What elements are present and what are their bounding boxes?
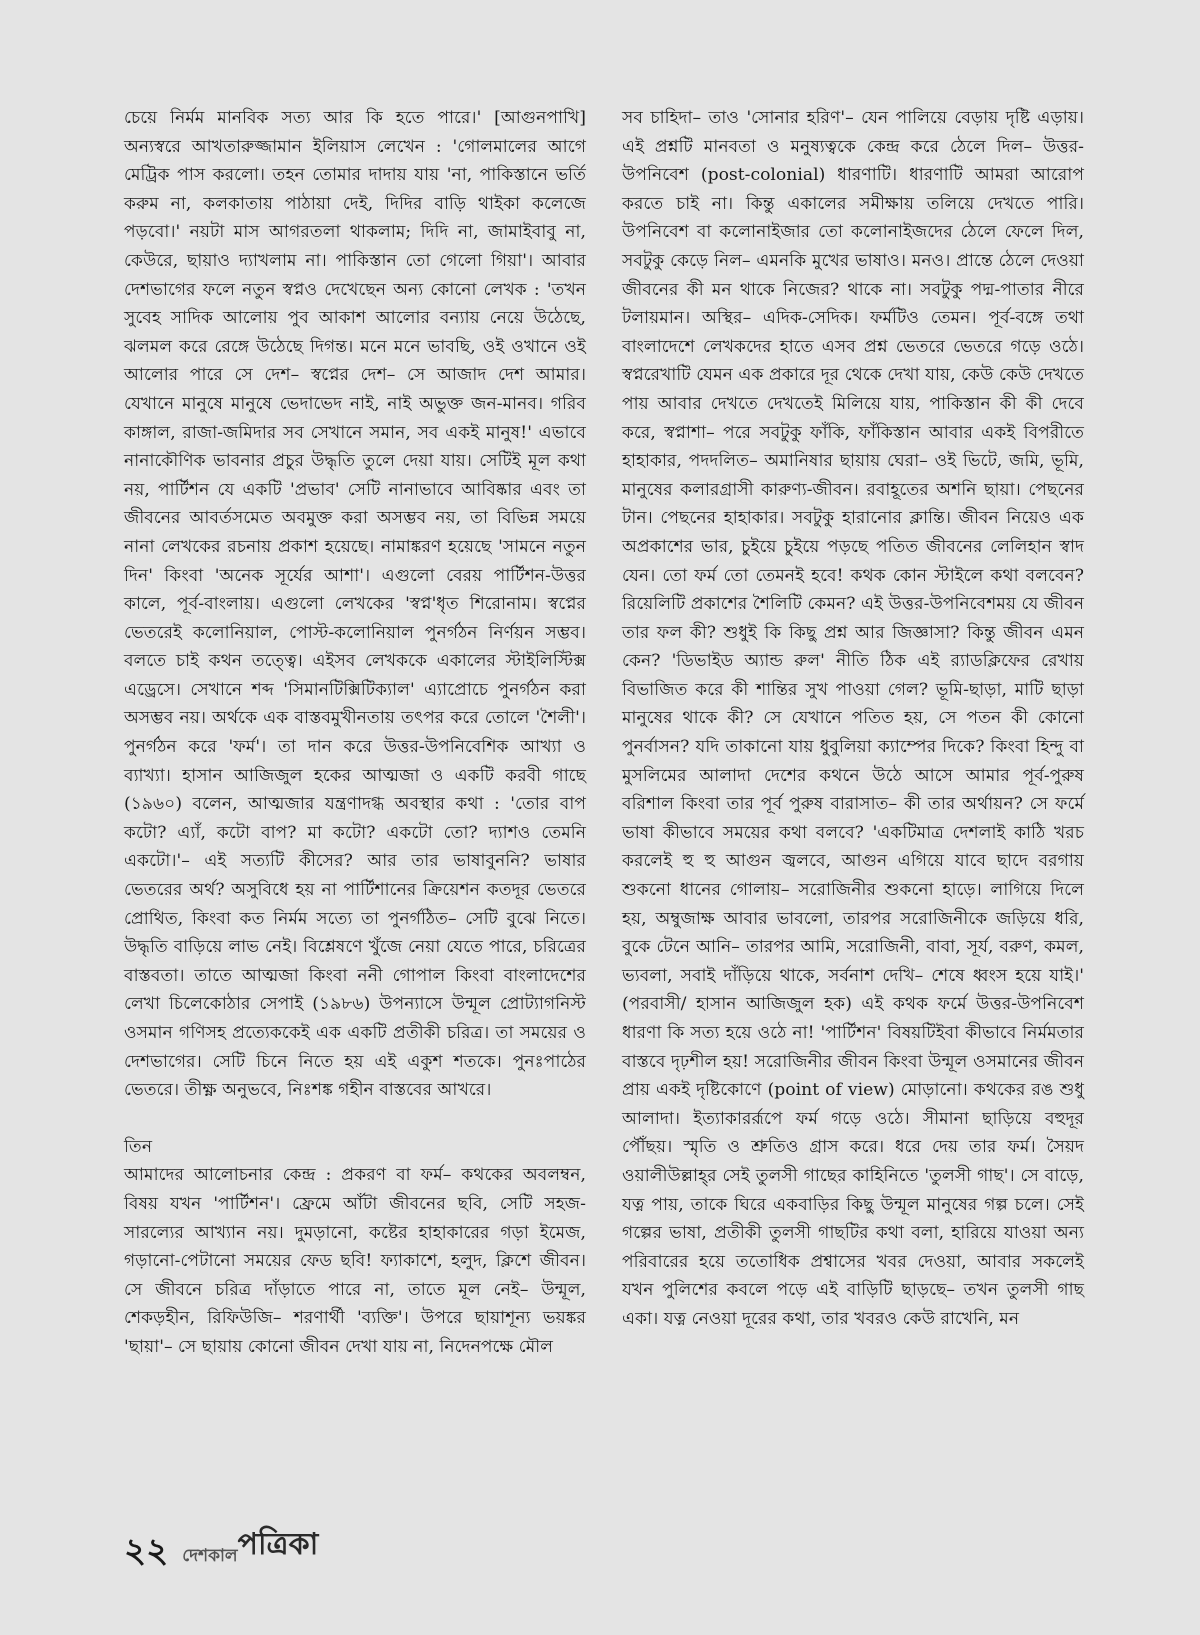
page-footer — [124, 1520, 318, 1571]
right-column — [622, 104, 1084, 1334]
body-paragraph: সব চাহিদা– তাও 'সোনার হরিণ'– যেন পালিয়ে বেড়ায় দৃষ্টি এড়ায়। এই প্রশ্নটি মানবতা ও মনুষ্যত্বকে কেন্দ্র করে ঠেলে দিল– উত্তর-উপনিবেশ (post-colonial) ধারণাটি। ধারণাটি আমরা আরোপ করতে চাই না। কিন্তু একালের সমীক্ষায় তলিয়ে দেখতে পারি। উপনিবেশ বা কলোনাইজার তো কলোনাইজদের ঠেলে ফেলে দিল, সবটুকু কেড়ে নিল– এমনকি মুখের ভাষাও। মনও। প্রান্তে ঠেলে দেওয়া জীবনের কী মন থাকে নিজের? থাকে না। সবটুকু পদ্ম-পাতার নীরে টলায়মান। অস্থির– এদিক-সেদিক। ফর্মটিও তেমন। পূর্ব-বঙ্গে তথা বাংলাদেশে লেখকদের হাতে এসব প্রশ্ন ভেতরে ভেতরে গড়ে ওঠে। স্বপ্নরেখাটি যেমন এক প্রকারে দূর থেকে দেখা যায়, কেউ কেউ দেখতে পায় আবার দেখতে দেখতেই মিলিয়ে যায়, পাকিস্তান কী কী দেবে করে, স্বপ্নাশা– পরে সবটুকু ফাঁকি, ফাঁকিস্তান আবার একই বিপরীতে হাহাকার, পদদলিত– অমানিষার ছায়ায় ঘেরা– ওই ভিটে, জমি, ভূমি, মানুষের কলারগ্রাসী কারুণ্য-জীবন। রবাহূতের অশনি ছায়া। পেছনের টান। পেছনের হাহাকার। সবটুকু হারানোর ক্লান্তি। জীবন নিয়েও এক অপ্রকাশের ভার, চুইয়ে চুইয়ে পড়ছে পতিত জীবনের লেলিহান স্বাদ যেন। তো ফর্ম তো তেমনই হবে! কথক কোন স্টাইলে কথা বলবেন? রিয়েলিটি প্রকাশের শৈলিটি কেমন? এই উত্তর-উপনিবেশময় যে জীবন তার ফল কী? শুধুই কি কিছু প্রশ্ন আর জিজ্ঞাসা? কিন্তু জীবন এমন কেন? 'ডিভাইড অ্যান্ড রুল' নীতি ঠিক এই র‍্যাডক্লিফের রেখায় বিভাজিত করে কী শান্তির সুখ পাওয়া গেল? ভূমি-ছাড়া, মাটি ছাড়া মানুষের থাকে কী? সে যেখানে পতিত হয়, সে পতন কী কোনো পুনর্বাসন? যদি তাকানো যায় ধুবুলিয়া ক্যাম্পের দিকে? কিংবা হিন্দু বা মুসলিমের আলাদা দেশের কথনে উঠে আসে আমার পূর্ব-পুরুষ বরিশাল কিংবা তার পূর্ব পুরুষ বারাসাত– কী তার অর্থায়ন? সে ফর্মে ভাষা কীভাবে সময়ের কথা বলবে? 'একটিমাত্র দেশলাই কাঠি খরচ করলেই হু হু আগুন জ্বলবে, আগুন এগিয়ে যাবে ছাদে বরগায় শুকনো ধানের গোলায়– সরোজিনীর শুকনো হাড়ে। লাগিয়ে দিলে হয়, অম্বুজাক্ষ আবার ভাবলো, তারপর সরোজিনীকে জড়িয়ে ধরি, বুকে টেনে আনি– তারপর আমি, সরোজিনী, বাবা, সূর্য, বরুণ, কমল, ভ্যবলা, সবাই দাঁড়িয়ে থাকে, সর্বনাশ দেখি– শেষে ধ্বংস হয়ে যাই।' (পরবাসী/ হাসান আজিজুল হক) এই কথক ফর্মে উত্তর-উপনিবেশ ধারণা কি সত্য হয়ে ওঠে না! 'পার্টিশন' বিষয়টিইবা কীভাবে নির্মমতার বাস্তবে দৃঢ়শীল হয়! সরোজিনীর জীবন কিংবা উন্মূল ওসমানের জীবন প্রায় একই দৃষ্টিকোণে (point of view) মোড়ানো। কথকের রঙ শুধু আলাদা। ইত্যাকারর্রূপে ফর্ম গড়ে ওঠে। সীমানা ছাড়িয়ে বহুদূর পৌঁছয়। স্মৃতি ও শ্রুতিও গ্রাস করে। ধরে দেয় তার ফর্ম। সৈয়দ ওয়ালীউল্লাহ্‌র সেই তুলসী গাছের কাহিনিতে 'তুলসী গাছ'। সে বাড়ে, যত্ন পায়, তাকে ঘিরে একবাড়ির কিছু উন্মূল মানুষের গল্প চলে। সেই গল্পের ভাষা, প্রতীকী তুলসী গাছটির কথা বলা, হারিয়ে যাওয়া অন্য পরিবারের হয়ে ততোধিক প্রশ্বাসের খবর দেওয়া, আবার সকলেই যখন পুলিশের কবলে পড়ে এই বাড়িটি ছাড়ছে– তখন তুলসী গাছ একা। যত্ন নেওয়া দূরের কথা, তার খবরও কেউ রাখেনি, মন — [622, 108, 1084, 1329]
page-number: ২২ — [124, 1531, 169, 1571]
body-paragraph: চেয়ে নির্মম মানবিক সত্য আর কি হতে পারে।' [আগুনপাখি] অন্যস্বরে আখতারুজ্জামান ইলিয়াস লেখেন : 'গোলমালের আগে মেট্রিক পাস করলো। তহন তোমার দাদায় যায় 'না, পাকিস্তানে ভর্তি করুম না, কলকাতায় পাঠায়া দেই, দিদির বাড়ি থাইকা কলেজে পড়বো।' নয়টা মাস আগরতলা থাকলাম; দিদি না, জামাইবাবু না, কেউরে, ছায়াও দ্যাখলাম না। পাকিস্তান তো গেলো গিয়া'। আবার দেশভাগের ফলে নতুন স্বপ্নও দেখেছেন অন্য কোনো লেখক : 'তখন সুবেহ সাদিক আলোয় পুব আকাশ আলোর বন্যায় নেয়ে উঠেছে, ঝলমল করে রেঙ্গে উঠেছে দিগন্ত। মনে মনে ভাবছি, ওই ওখানে ওই আলোর পারে সে দেশ– স্বপ্নের দেশ– সে আজাদ দেশ আমার। যেখানে মানুষে মানুষে ভেদাভেদ নাই, নাই অভুক্ত জন-মানব। গরিব কাঙ্গাল, রাজা-জমিদার সব সেখানে সমান, সব একই মানুষ!' এভাবে নানাকৌণিক ভাবনার প্রচুর উদ্ধৃতি তুলে দেয়া যায়। সেটিই মূল কথা নয়, পার্টিশন যে একটি 'প্রভাব' সেটি নানাভাবে আবিষ্কার এবং তা জীবনের আবর্তসমেত অবমুক্ত করা অসম্ভব নয়, তা বিভিন্ন সময়ে নানা লেখকের রচনায় প্রকাশ হয়েছে। নামাঙ্করণ হয়েছে 'সামনে নতুন দিন' কিংবা 'অনেক সূর্যের আশা'। এগুলো বেরয় পার্টিশন-উত্তর কালে, পূর্ব-বাংলায়। এগুলো লেখকের 'স্বপ্ন'ধৃত শিরোনাম। স্বপ্নের ভেতরেই কলোনিয়াল, পোস্ট-কলোনিয়াল পুনর্গঠন নির্ণয়ন সম্ভব। বলতে চাই কথন তত্ত্বে। এইসব লেখককে একালের স্টাইলিস্টিক্স এড্রেসে। সেখানে শব্দ 'সিমানটিক্সিটিক্যাল' এ্যাপ্রোচে পুনর্গঠন করা অসম্ভব নয়। অর্থকে এক বাস্তবমুখীনতায় তৎপর করে তোলে 'শৈলী'। পুনর্গঠন করে 'ফর্ম'। তা দান করে উত্তর-উপনিবেশিক আখ্যা ও ব্যাখ্যা। হাসান আজিজুল হকের আত্মজা ও একটি করবী গাছে (১৯৬০) বলেন, আত্মজার যন্ত্রণাদগ্ধ অবস্থার কথা : 'তোর বাপ কটো? এ্যাঁ, কটো বাপ? মা কটো? একটো তো? দ্যাশও তেমনি একটো।'– এই সত্যটি কীসের? আর তার ভাষাবুননি? ভাষার ভেতরের অর্থ? অসুবিধে হয় না পার্টিশানের ক্রিয়েশন কতদূর ভেতরে প্রোথিত, কিংবা কত নির্মম সত্যে তা পুনর্গঠিত– সেটি বুঝে নিতে। উদ্ধৃতি বাড়িয়ে লাভ নেই। বিশ্লেষণে খুঁজে নেয়া যেতে পারে, চরিত্রের বাস্তবতা। তাতে আত্মজা কিংবা ননী গোপাল কিংবা বাংলাদেশের লেখা চিলেকোঠার সেপাই (১৯৮৬) উপন্যাসে উন্মূল প্রোট্যাগনিস্ট ওসমান গণিসহ প্রত্যেককেই এক একটি প্রতীকী চরিত্র। তা সময়ের ও দেশভাগের। সেটি চিনে নিতে হয় এই একুশ শতকে। পুনঃপাঠের ভেতরে। তীক্ষ্ণ অনুভবে, নিঃশঙ্ক গহীন বাস্তবের আখরে। — [124, 108, 586, 1101]
section-heading: তিন — [124, 1136, 153, 1157]
body-paragraph: আমাদের আলোচনার কেন্দ্র : প্রকরণ বা ফর্ম– কথকের অবলম্বন, বিষয় যখন 'পার্টিশন'। ফ্রেমে আঁটা জীবনের ছবি, সেটি সহজ-সারল্যের আখ্যান নয়। দুমড়ানো, কষ্টের হাহাকারের গড়া ইমেজ, গড়ানো-পেটানো সময়ের ফেড ছবি! ফ্যাকাশে, হলুদ, ক্লিশে জীবন। সে জীবনে চরিত্র দাঁড়াতে পারে না, তাতে মূল নেই– উন্মূল, শেকড়হীন, রিফিউজি– শরণার্থী 'ব্যক্তি'। উপরে ছায়াশূন্য ভয়ঙ্কর 'ছায়া'– সে ছায়ায় কোনো জীবন দেখা যায় না, নিদেনপক্ষে মৌল — [124, 1165, 586, 1357]
magazine-name: পত্রিকা — [237, 1527, 319, 1562]
magazine-logo — [182, 1520, 318, 1571]
left-column — [124, 104, 586, 1362]
magazine-prefix: দেশকাল — [182, 1546, 238, 1566]
